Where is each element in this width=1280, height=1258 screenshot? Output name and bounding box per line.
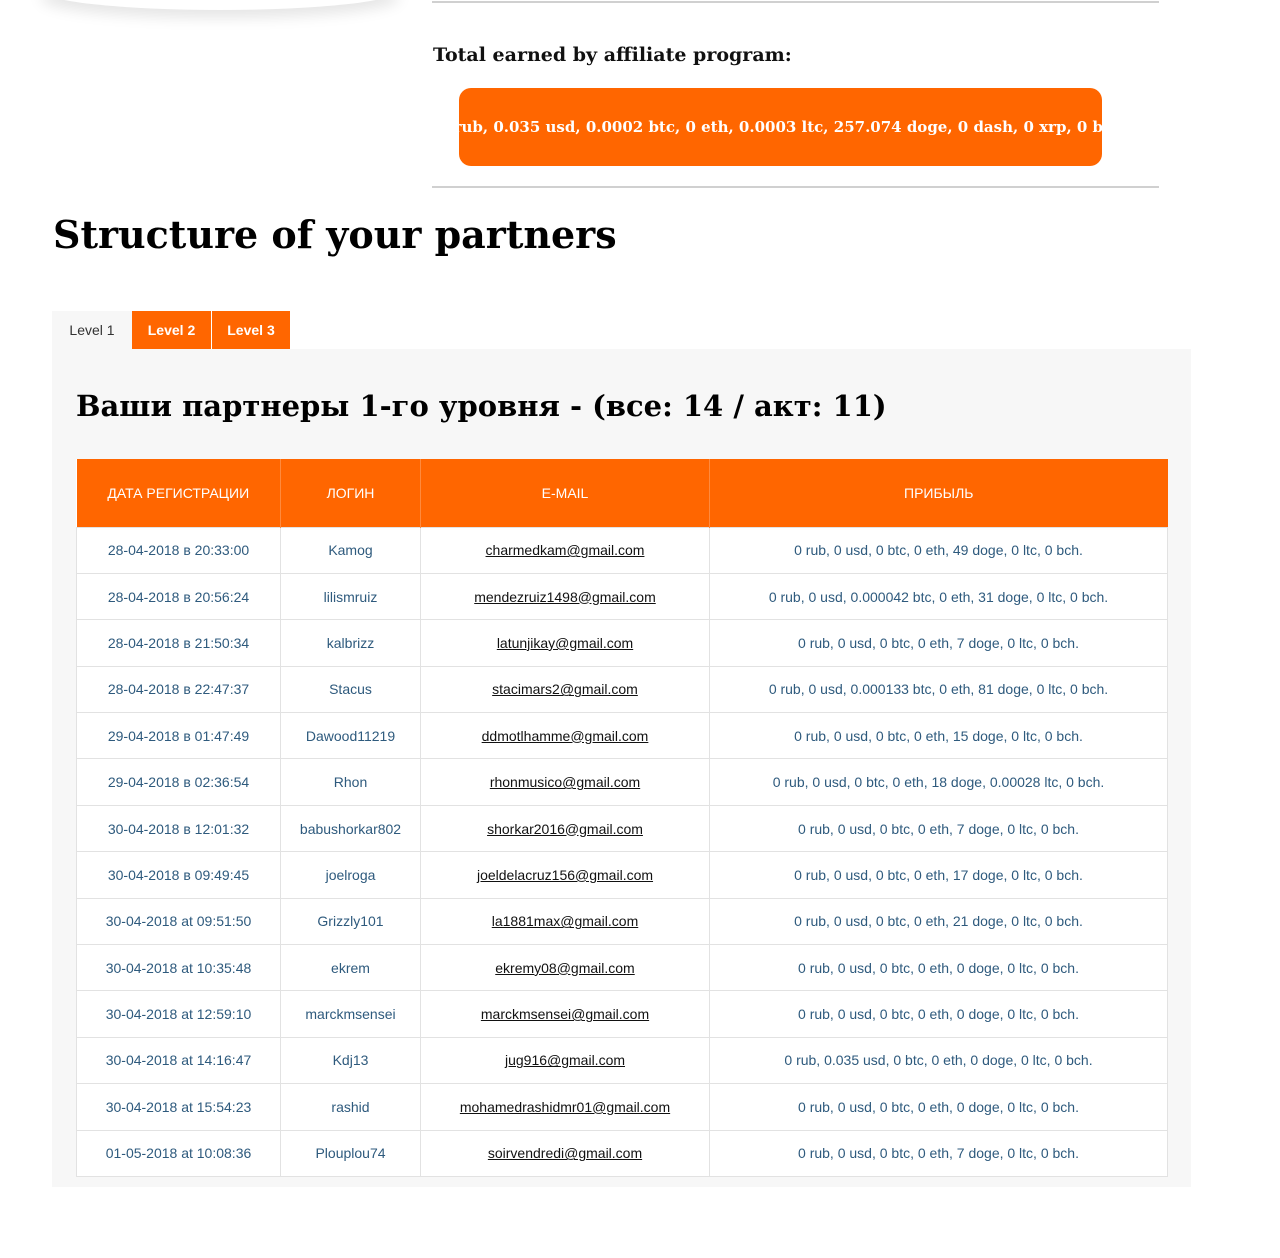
- row-date: 30-04-2018 at 12:59:10: [77, 991, 281, 1037]
- partners-table: [76, 459, 1168, 1177]
- row-login: Grizzly101: [281, 898, 421, 944]
- column-header-email: E-MAIL: [421, 459, 710, 527]
- row-email-link[interactable]: joeldelacruz156@gmail.com: [421, 852, 710, 898]
- row-login: Kamog: [281, 527, 421, 573]
- row-profit: 0 rub, 0 usd, 0 btc, 0 eth, 7 doge, 0 ltc, 0 bch.: [710, 620, 1168, 666]
- row-date: 30-04-2018 в 12:01:32: [77, 805, 281, 851]
- row-date: 30-04-2018 at 09:51:50: [77, 898, 281, 944]
- page-title: Structure of your partners: [53, 212, 617, 257]
- row-email-link[interactable]: jug916@gmail.com: [421, 1037, 710, 1083]
- divider-bottom: [432, 186, 1159, 188]
- row-profit: 0 rub, 0 usd, 0 btc, 0 eth, 18 doge, 0.00028 ltc, 0 bch.: [710, 759, 1168, 805]
- table-row: [77, 666, 1168, 712]
- table-row: [77, 898, 1168, 944]
- row-profit: 0 rub, 0 usd, 0 btc, 0 eth, 7 doge, 0 ltc, 0 bch.: [710, 805, 1168, 851]
- table-row: [77, 573, 1168, 619]
- row-email-link[interactable]: charmedkam@gmail.com: [421, 527, 710, 573]
- row-date: 29-04-2018 в 02:36:54: [77, 759, 281, 805]
- table-row: [77, 852, 1168, 898]
- table-row: [77, 991, 1168, 1037]
- row-date: 30-04-2018 at 10:35:48: [77, 945, 281, 991]
- table-row: [77, 805, 1168, 851]
- row-login: kalbrizz: [281, 620, 421, 666]
- level-tabs: [52, 311, 291, 349]
- table-row: [77, 759, 1168, 805]
- row-profit: 0 rub, 0 usd, 0.000042 btc, 0 eth, 31 doge, 0 ltc, 0 bch.: [710, 573, 1168, 619]
- row-date: 01-05-2018 at 10:08:36: [77, 1130, 281, 1176]
- table-row: [77, 945, 1168, 991]
- row-email-link[interactable]: soirvendredi@gmail.com: [421, 1130, 710, 1176]
- table-row: [77, 527, 1168, 573]
- table-row: [77, 620, 1168, 666]
- column-header-profit: ПРИБЫЛЬ: [710, 459, 1168, 527]
- row-login: Kdj13: [281, 1037, 421, 1083]
- row-profit: 0 rub, 0 usd, 0 btc, 0 eth, 7 doge, 0 ltc, 0 bch.: [710, 1130, 1168, 1176]
- row-email-link[interactable]: ekremy08@gmail.com: [421, 945, 710, 991]
- affiliate-earned-label: Total earned by affiliate program:: [433, 44, 792, 66]
- row-profit: 0 rub, 0 usd, 0 btc, 0 eth, 17 doge, 0 ltc, 0 bch.: [710, 852, 1168, 898]
- row-login: Rhon: [281, 759, 421, 805]
- level-1-panel: [52, 349, 1191, 1187]
- row-date: 29-04-2018 в 01:47:49: [77, 713, 281, 759]
- tab-level-3[interactable]: Level 3: [212, 311, 290, 349]
- row-email-link[interactable]: mendezruiz1498@gmail.com: [421, 573, 710, 619]
- row-email-link[interactable]: shorkar2016@gmail.com: [421, 805, 710, 851]
- row-profit: 0 rub, 0 usd, 0 btc, 0 eth, 0 doge, 0 ltc, 0 bch.: [710, 1084, 1168, 1130]
- row-login: Dawood11219: [281, 713, 421, 759]
- row-login: marckmsensei: [281, 991, 421, 1037]
- level-1-title: Ваши партнеры 1-го уровня - (все: 14 / акт: 11): [76, 389, 887, 423]
- row-email-link[interactable]: stacimars2@gmail.com: [421, 666, 710, 712]
- row-date: 30-04-2018 в 09:49:45: [77, 852, 281, 898]
- affiliate-earned-value: 0 rub, 0.035 usd, 0.0002 btc, 0 eth, 0.0003 ltc, 257.074 doge, 0 dash, 0 xrp, 0 bch: [437, 118, 1124, 136]
- row-profit: 0 rub, 0.035 usd, 0 btc, 0 eth, 0 doge, 0 ltc, 0 bch.: [710, 1037, 1168, 1083]
- tab-level-1[interactable]: Level 1: [52, 311, 132, 349]
- row-date: 28-04-2018 в 22:47:37: [77, 666, 281, 712]
- row-login: Stacus: [281, 666, 421, 712]
- column-header-login: ЛОГИН: [281, 459, 421, 527]
- row-email-link[interactable]: marckmsensei@gmail.com: [421, 991, 710, 1037]
- row-date: 28-04-2018 в 20:33:00: [77, 527, 281, 573]
- row-login: lilismruiz: [281, 573, 421, 619]
- divider-top: [432, 1, 1159, 3]
- row-date: 28-04-2018 в 21:50:34: [77, 620, 281, 666]
- row-login: babushorkar802: [281, 805, 421, 851]
- table-row: [77, 1130, 1168, 1176]
- row-profit: 0 rub, 0 usd, 0 btc, 0 eth, 0 doge, 0 ltc, 0 bch.: [710, 991, 1168, 1037]
- column-header-date: ДАТА РЕГИСТРАЦИИ: [77, 459, 281, 527]
- row-email-link[interactable]: ddmotlhamme@gmail.com: [421, 713, 710, 759]
- table-row: [77, 1084, 1168, 1130]
- row-login: ekrem: [281, 945, 421, 991]
- partners-table-header: [77, 459, 1168, 527]
- tab-level-2[interactable]: Level 2: [132, 311, 211, 349]
- affiliate-earned-box: [437, 88, 1124, 166]
- row-date: 30-04-2018 at 14:16:47: [77, 1037, 281, 1083]
- row-login: joelroga: [281, 852, 421, 898]
- row-date: 28-04-2018 в 20:56:24: [77, 573, 281, 619]
- row-profit: 0 rub, 0 usd, 0.000133 btc, 0 eth, 81 doge, 0 ltc, 0 bch.: [710, 666, 1168, 712]
- row-date: 30-04-2018 at 15:54:23: [77, 1084, 281, 1130]
- row-profit: 0 rub, 0 usd, 0 btc, 0 eth, 49 doge, 0 ltc, 0 bch.: [710, 527, 1168, 573]
- row-profit: 0 rub, 0 usd, 0 btc, 0 eth, 0 doge, 0 ltc, 0 bch.: [710, 945, 1168, 991]
- top-card-shadow: [40, 0, 400, 10]
- row-login: rashid: [281, 1084, 421, 1130]
- row-email-link[interactable]: mohamedrashidmr01@gmail.com: [421, 1084, 710, 1130]
- row-email-link[interactable]: rhonmusico@gmail.com: [421, 759, 710, 805]
- table-row: [77, 1037, 1168, 1083]
- row-email-link[interactable]: la1881max@gmail.com: [421, 898, 710, 944]
- row-profit: 0 rub, 0 usd, 0 btc, 0 eth, 21 doge, 0 ltc, 0 bch.: [710, 898, 1168, 944]
- table-row: [77, 713, 1168, 759]
- row-email-link[interactable]: latunjikay@gmail.com: [421, 620, 710, 666]
- row-login: Plouplou74: [281, 1130, 421, 1176]
- row-profit: 0 rub, 0 usd, 0 btc, 0 eth, 15 doge, 0 ltc, 0 bch.: [710, 713, 1168, 759]
